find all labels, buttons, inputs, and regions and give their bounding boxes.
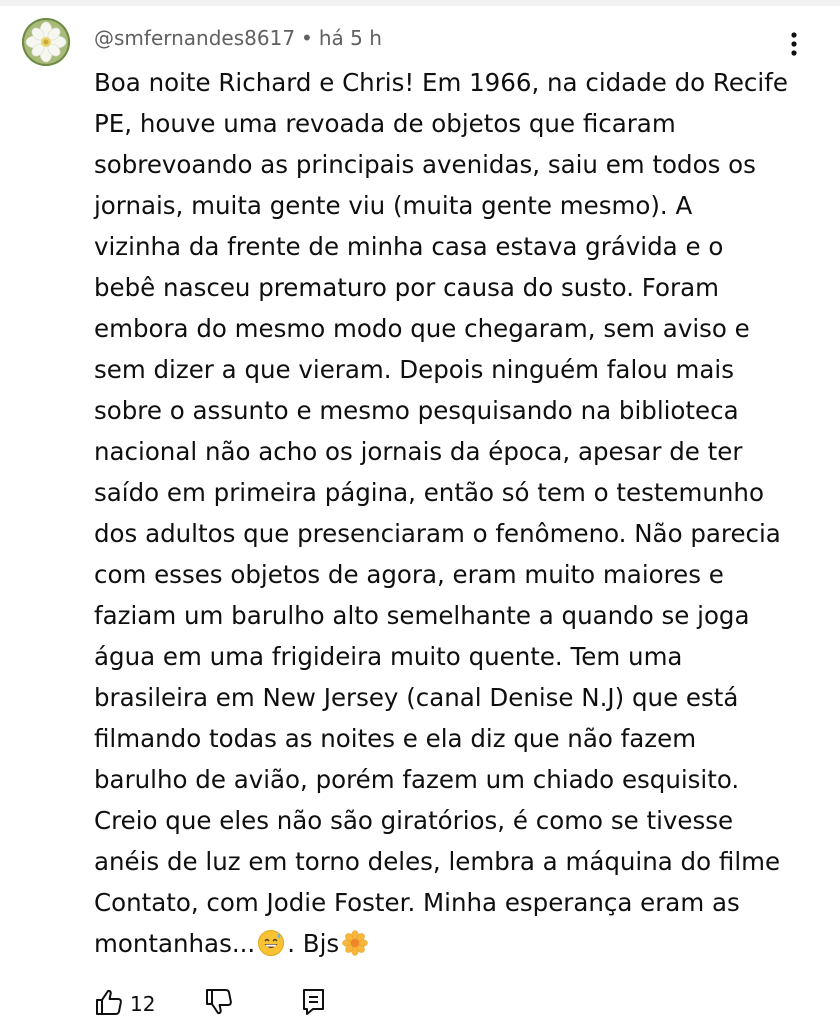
dislike-button[interactable] — [204, 986, 234, 1022]
comment-line: Creio que eles não são giratórios, é como se tivesse — [94, 806, 734, 835]
kebab-menu-icon[interactable] — [780, 30, 808, 60]
thumbs-down-icon — [204, 987, 234, 1021]
timestamp[interactable]: há 5 h — [318, 26, 382, 50]
comment-line: sobre o assunto e mesmo pesquisando na biblioteca — [94, 396, 739, 425]
comment-line: barulho de avião, porém fazem um chiado esquisito. — [94, 765, 740, 794]
comment-line: filmando todas as noites e ela diz que não fazem — [94, 724, 697, 753]
meta-separator: • — [301, 26, 313, 50]
comment-line: jornais, muita gente viu (muita gente mesmo). A — [94, 191, 693, 220]
comment-line: com esses objetos de agora, eram muito maiores e — [94, 560, 724, 589]
comment-line-last — [94, 923, 814, 969]
comment-actions — [94, 986, 494, 1022]
comment-line: faziam um barulho alto semelhante a quando se joga — [94, 601, 750, 630]
last-line-start: montanhas... — [94, 929, 256, 958]
comment-line: Boa noite Richard e Chris! Em 1966, na cidade do Recife — [94, 68, 788, 97]
grinning-sweat-emoji-icon — [257, 928, 285, 969]
avatar[interactable] — [22, 18, 70, 66]
comment-line: sobrevoando as principais avenidas, saiu em todos os — [94, 150, 756, 179]
comment-line: nacional não acho os jornais da época, apesar de ter — [94, 437, 743, 466]
comment-line: bebê nasceu prematuro por causa do susto. Foram — [94, 273, 719, 302]
comment-line: brasileira em New Jersey (canal Denise N.J) que está — [94, 683, 739, 712]
comment-line: PE, houve uma revoada de objetos que ficaram — [94, 109, 676, 138]
last-line-mid: . Bjs — [287, 929, 340, 958]
blossom-emoji-icon — [341, 928, 369, 969]
comment-line: dos adultos que presenciaram o fenômeno. Não parecia — [94, 519, 781, 548]
reply-button[interactable] — [300, 986, 328, 1022]
comment-line: sem dizer a que vieram. Depois ninguém falou mais — [94, 355, 735, 384]
like-count: 12 — [130, 992, 156, 1016]
comment-line: embora do mesmo modo que chegaram, sem aviso e — [94, 314, 750, 343]
thumbs-up-icon — [94, 987, 124, 1021]
author-handle[interactable]: @smfernandes8617 — [94, 26, 296, 50]
comment-line: anéis de luz em torno deles, lembra a máquina do filme — [94, 847, 781, 876]
comment-header — [94, 24, 382, 52]
comment-line: água em uma frigideira muito quente. Tem uma — [94, 642, 683, 671]
comment-line: saído em primeira página, então só tem o testemunho — [94, 478, 764, 507]
like-button[interactable] — [94, 986, 155, 1022]
comment-line: Contato, com Jodie Foster. Minha esperança eram as — [94, 888, 740, 917]
comment-line: vizinha da frente de minha casa estava grávida e o — [94, 232, 724, 261]
reply-comment-icon — [300, 987, 328, 1021]
comment-body — [94, 62, 814, 969]
